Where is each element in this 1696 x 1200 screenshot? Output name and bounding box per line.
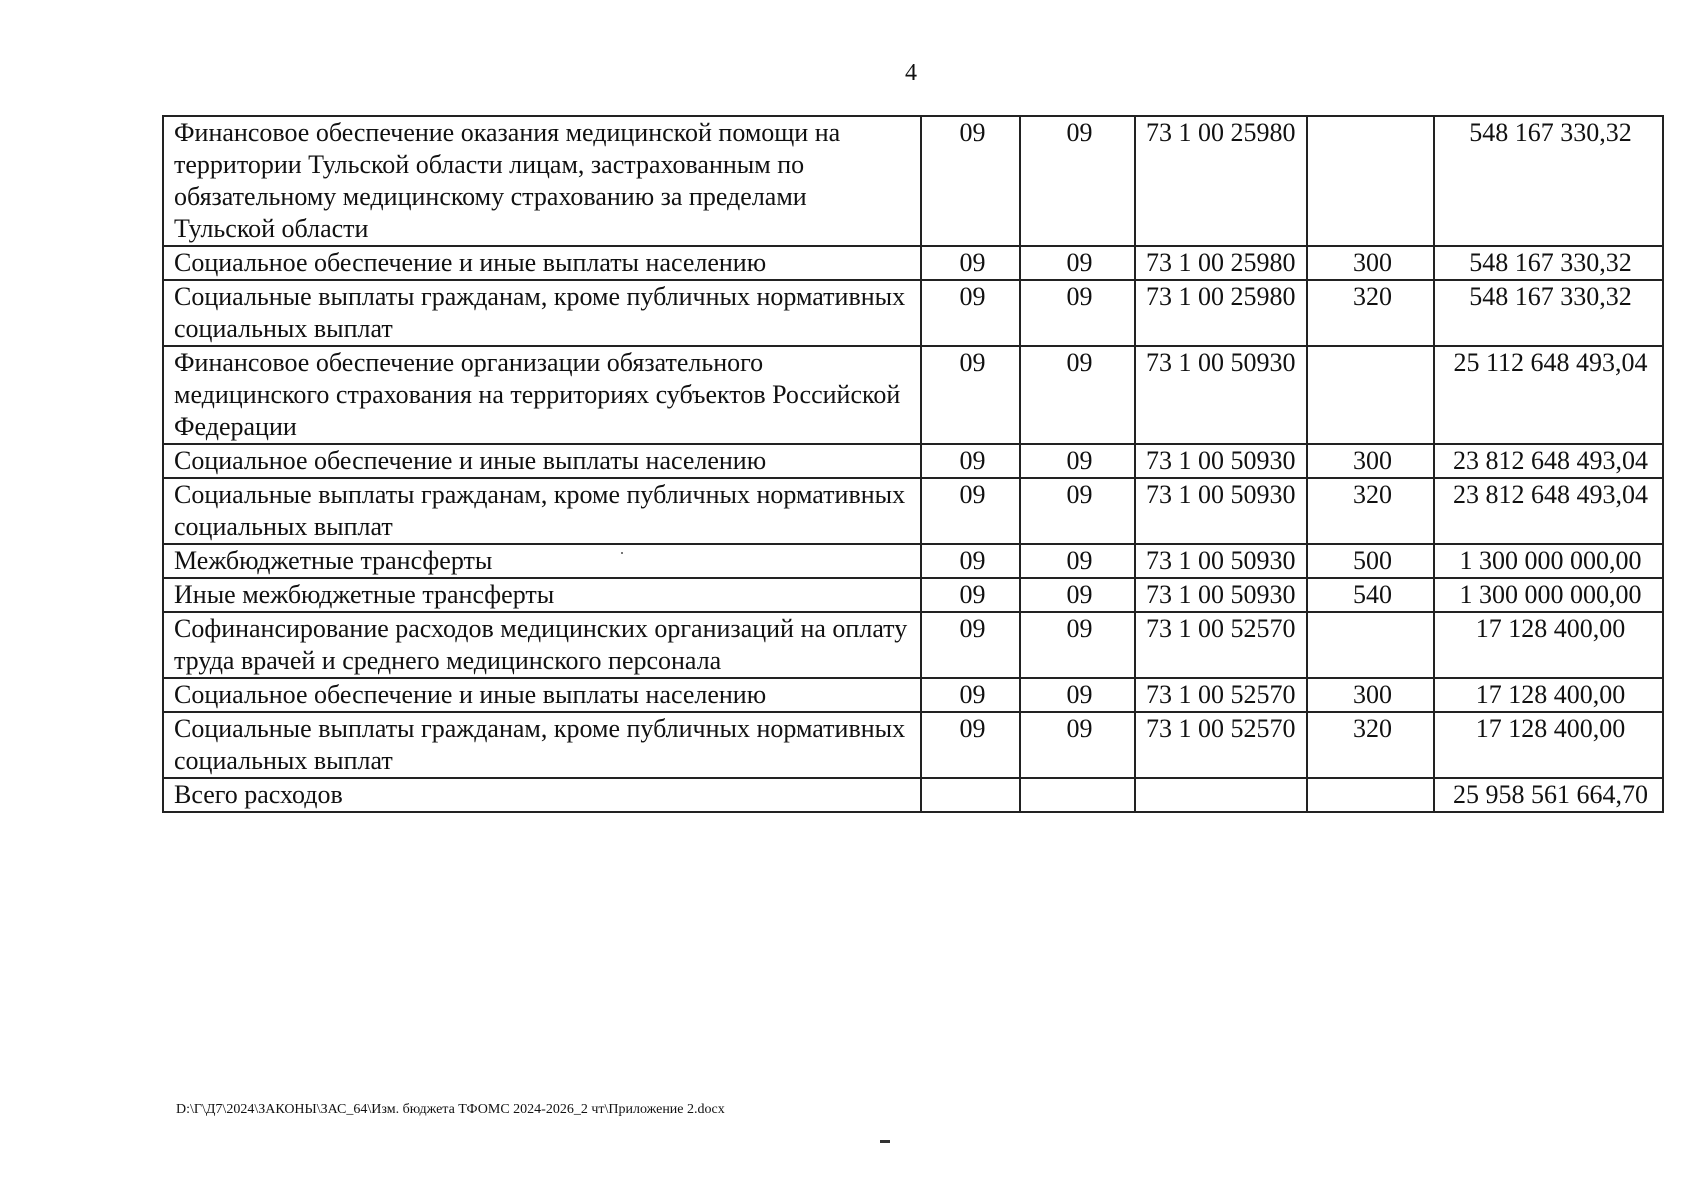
target-article-cell: 73 1 00 50930 — [1135, 444, 1307, 478]
target-article-cell: 73 1 00 50930 — [1135, 544, 1307, 578]
section-code-cell — [921, 778, 1020, 812]
section-code-cell: 09 — [921, 712, 1020, 778]
amount-cell: 548 167 330,32 — [1434, 246, 1663, 280]
subsection-code-cell: 09 — [1020, 478, 1135, 544]
table-row — [163, 712, 1663, 778]
scan-mark — [880, 1140, 890, 1143]
row-name-cell: Социальные выплаты гражданам, кроме публичных нормативных социальных выплат — [163, 712, 921, 778]
subsection-code-cell: 09 — [1020, 544, 1135, 578]
target-article-cell: 73 1 00 50930 — [1135, 578, 1307, 612]
subsection-code-cell: 09 — [1020, 712, 1135, 778]
budget-table — [162, 115, 1664, 813]
row-name-cell: Софинансирование расходов медицинских организаций на оплату труда врачей и среднего медицинского персонала — [163, 612, 921, 678]
expense-type-cell: 300 — [1307, 678, 1434, 712]
section-code-cell: 09 — [921, 444, 1020, 478]
section-code-cell: 09 — [921, 544, 1020, 578]
table-row — [163, 246, 1663, 280]
expense-type-cell — [1307, 612, 1434, 678]
subsection-code-cell: 09 — [1020, 678, 1135, 712]
section-code-cell: 09 — [921, 116, 1020, 246]
target-article-cell: 73 1 00 52570 — [1135, 678, 1307, 712]
target-article-cell: 73 1 00 50930 — [1135, 478, 1307, 544]
row-name-cell: Иные межбюджетные трансферты — [163, 578, 921, 612]
amount-cell: 548 167 330,32 — [1434, 280, 1663, 346]
table-row — [163, 612, 1663, 678]
expense-type-cell — [1307, 116, 1434, 246]
table-row — [163, 346, 1663, 444]
page-number: 4 — [905, 60, 917, 86]
target-article-cell: 73 1 00 25980 — [1135, 246, 1307, 280]
subsection-code-cell: 09 — [1020, 578, 1135, 612]
target-article-cell: 73 1 00 52570 — [1135, 612, 1307, 678]
total-row — [163, 778, 1663, 812]
expense-type-cell: 320 — [1307, 712, 1434, 778]
target-article-cell: 73 1 00 50930 — [1135, 346, 1307, 444]
total-amount-cell: 25 958 561 664,70 — [1434, 778, 1663, 812]
amount-cell: 548 167 330,32 — [1434, 116, 1663, 246]
section-code-cell: 09 — [921, 612, 1020, 678]
expense-type-cell — [1307, 778, 1434, 812]
subsection-code-cell: 09 — [1020, 444, 1135, 478]
row-name-cell: Финансовое обеспечение оказания медицинской помощи на территории Тульской области лицам, застрахованным по обязательному медицинскому страхованию за пределами Тульской области — [163, 116, 921, 246]
table-row — [163, 280, 1663, 346]
table-row — [163, 444, 1663, 478]
subsection-code-cell: 09 — [1020, 612, 1135, 678]
amount-cell: 23 812 648 493,04 — [1434, 478, 1663, 544]
subsection-code-cell: 09 — [1020, 280, 1135, 346]
amount-cell: 1 300 000 000,00 — [1434, 578, 1663, 612]
amount-cell: 17 128 400,00 — [1434, 612, 1663, 678]
row-name-cell: Межбюджетные трансферты — [163, 544, 921, 578]
subsection-code-cell: 09 — [1020, 346, 1135, 444]
section-code-cell: 09 — [921, 678, 1020, 712]
section-code-cell: 09 — [921, 478, 1020, 544]
file-path-footer: D:\Г\Д7\2024\ЗАКОНЫ\ЗАС_64\Изм. бюджета ТФОМС 2024-2026_2 чт\Приложение 2.docx — [176, 1102, 725, 1117]
row-name-cell: Социальное обеспечение и иные выплаты населению — [163, 678, 921, 712]
expense-type-cell — [1307, 346, 1434, 444]
amount-cell: 23 812 648 493,04 — [1434, 444, 1663, 478]
section-code-cell: 09 — [921, 280, 1020, 346]
expense-type-cell: 300 — [1307, 444, 1434, 478]
row-name-cell: Финансовое обеспечение организации обязательного медицинского страхования на территориях субъектов Российской Федерации — [163, 346, 921, 444]
row-name-cell: Социальное обеспечение и иные выплаты населению — [163, 444, 921, 478]
row-name-cell: Социальное обеспечение и иные выплаты населению — [163, 246, 921, 280]
section-code-cell: 09 — [921, 246, 1020, 280]
scan-speck — [621, 552, 623, 554]
row-name-cell: Социальные выплаты гражданам, кроме публичных нормативных социальных выплат — [163, 280, 921, 346]
table-row — [163, 578, 1663, 612]
total-label-cell: Всего расходов — [163, 778, 921, 812]
expense-type-cell: 320 — [1307, 280, 1434, 346]
expense-type-cell: 300 — [1307, 246, 1434, 280]
row-name-cell: Социальные выплаты гражданам, кроме публичных нормативных социальных выплат — [163, 478, 921, 544]
target-article-cell: 73 1 00 52570 — [1135, 712, 1307, 778]
amount-cell: 25 112 648 493,04 — [1434, 346, 1663, 444]
expense-type-cell: 500 — [1307, 544, 1434, 578]
subsection-code-cell: 09 — [1020, 246, 1135, 280]
table-row — [163, 478, 1663, 544]
table-row — [163, 116, 1663, 246]
table-row — [163, 544, 1663, 578]
section-code-cell: 09 — [921, 346, 1020, 444]
target-article-cell: 73 1 00 25980 — [1135, 116, 1307, 246]
amount-cell: 1 300 000 000,00 — [1434, 544, 1663, 578]
table-row — [163, 678, 1663, 712]
target-article-cell: 73 1 00 25980 — [1135, 280, 1307, 346]
subsection-code-cell — [1020, 778, 1135, 812]
expense-type-cell: 540 — [1307, 578, 1434, 612]
amount-cell: 17 128 400,00 — [1434, 712, 1663, 778]
amount-cell: 17 128 400,00 — [1434, 678, 1663, 712]
subsection-code-cell: 09 — [1020, 116, 1135, 246]
expense-type-cell: 320 — [1307, 478, 1434, 544]
target-article-cell — [1135, 778, 1307, 812]
section-code-cell: 09 — [921, 578, 1020, 612]
